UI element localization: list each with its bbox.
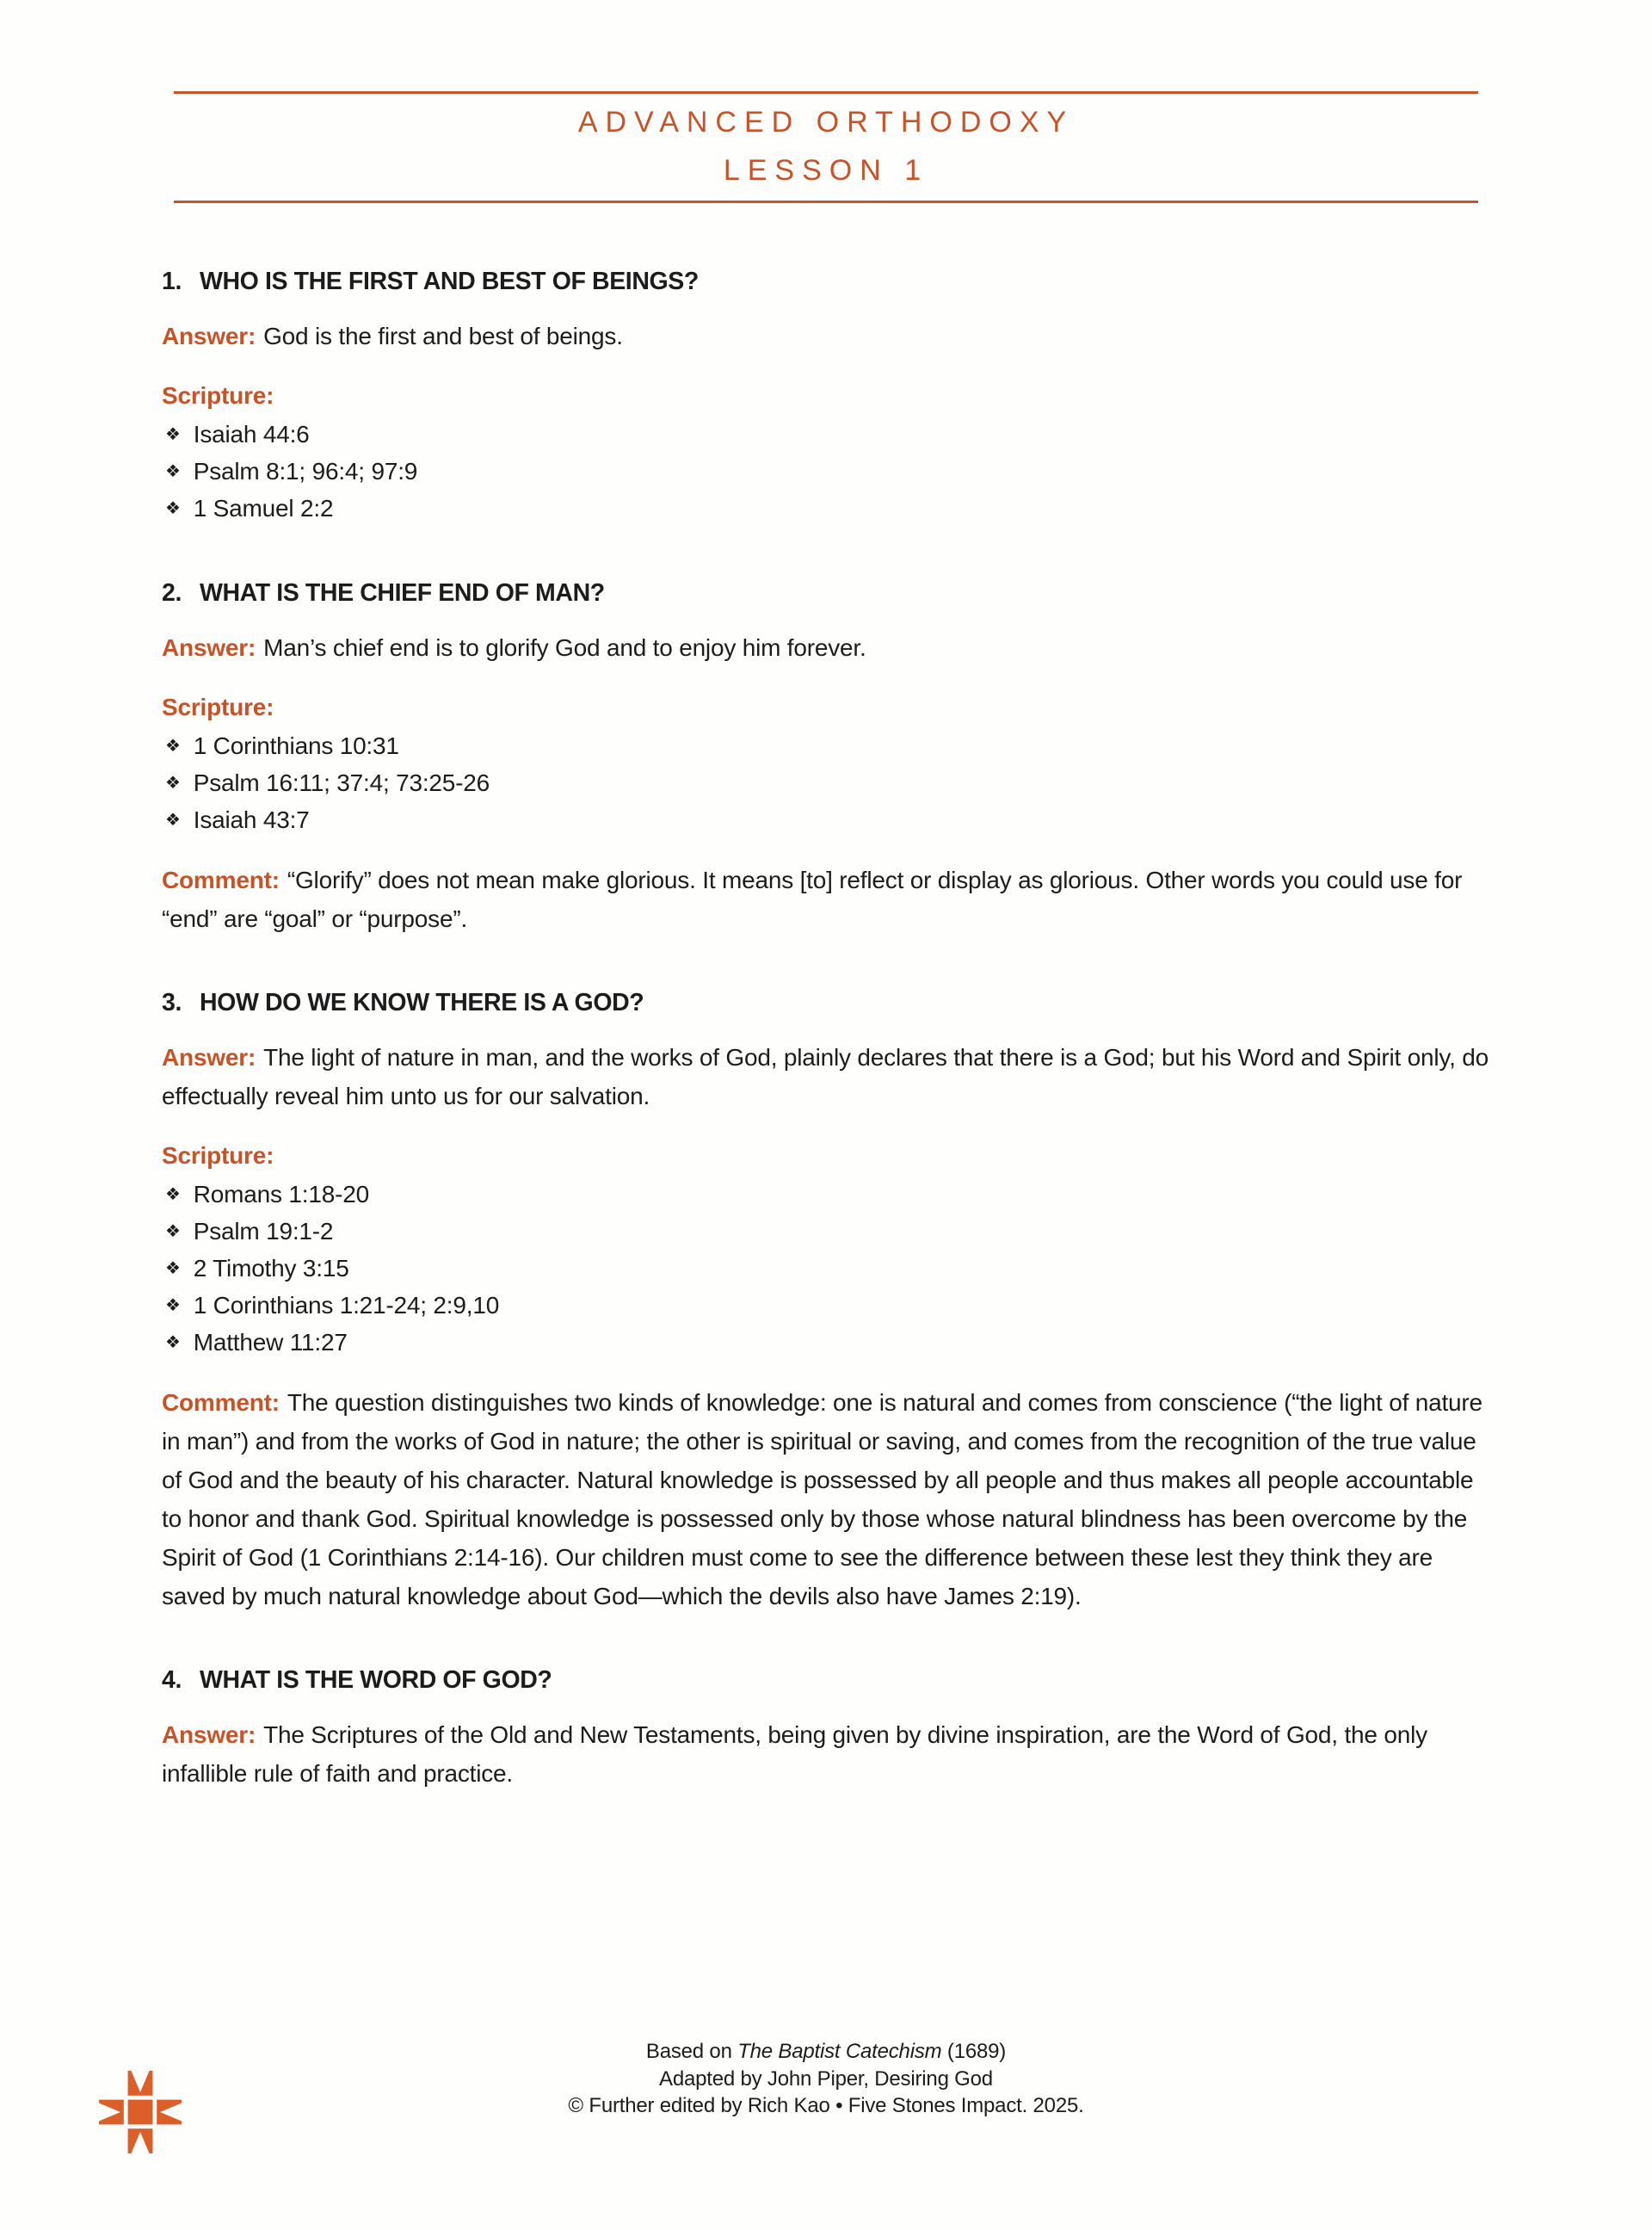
comment-label: Comment:	[162, 1389, 280, 1416]
logo-squares	[99, 2071, 182, 2153]
footer-adaptation-line: Adapted by John Piper, Desiring God	[659, 2066, 993, 2091]
question-heading	[162, 578, 1490, 608]
question-text: WHAT IS THE CHIEF END OF MAN?	[200, 579, 605, 607]
diamond-bullet-icon: ❖	[165, 1259, 181, 1278]
footer-book-title: The Baptist Catechism	[737, 2040, 942, 2063]
answer-label: Answer:	[162, 1044, 256, 1071]
scripture-reference: 1 Corinthians 10:31	[193, 732, 399, 759]
question-number: 1.	[162, 268, 182, 295]
scripture-item	[162, 1325, 1490, 1362]
question-block-4	[162, 1665, 1490, 1793]
footer-copyright-line: © Further edited by Rich Kao • Five Stones Impact. 2025.	[568, 2094, 1084, 2117]
lesson-subtitle: LESSON 1	[723, 154, 929, 187]
question-text: WHAT IS THE WORD OF GOD?	[200, 1666, 552, 1694]
scripture-item	[162, 491, 1490, 528]
comment-paragraph	[162, 861, 1490, 938]
question-number: 4.	[162, 1666, 182, 1694]
question-text: HOW DO WE KNOW THERE IS A GOD?	[200, 989, 644, 1016]
question-heading	[162, 267, 1490, 296]
scripture-item	[162, 729, 1490, 766]
question-text: WHO IS THE FIRST AND BEST OF BEINGS?	[200, 268, 699, 295]
scripture-item	[162, 1251, 1490, 1288]
diamond-bullet-icon: ❖	[165, 774, 181, 793]
question-number: 3.	[162, 989, 182, 1016]
diamond-bullet-icon: ❖	[165, 1333, 181, 1352]
answer-paragraph	[162, 1715, 1490, 1793]
diamond-bullet-icon: ❖	[165, 1222, 181, 1241]
scripture-item	[162, 454, 1490, 491]
footer-text: (1689)	[941, 2040, 1007, 2063]
answer-paragraph	[162, 317, 1490, 355]
diamond-bullet-icon: ❖	[165, 1296, 181, 1315]
scripture-item	[162, 1177, 1490, 1214]
header-rule-top	[174, 91, 1478, 94]
diamond-bullet-icon: ❖	[165, 499, 181, 518]
question-heading	[162, 988, 1490, 1017]
diamond-bullet-icon: ❖	[165, 811, 181, 830]
diamond-bullet-icon: ❖	[165, 425, 181, 444]
question-block-3	[162, 988, 1490, 1615]
answer-label: Answer:	[162, 323, 256, 349]
answer-label: Answer:	[162, 634, 256, 661]
scripture-item	[162, 417, 1490, 454]
scripture-reference: 1 Samuel 2:2	[193, 495, 334, 522]
answer-text: The Scriptures of the Old and New Testaments, being given by divine inspiration, are the Word of God, the only infallible rule of faith and practice.	[162, 1721, 1427, 1787]
answer-paragraph	[162, 628, 1490, 667]
footer-text: Based on	[645, 2040, 738, 2063]
scripture-reference: 1 Corinthians 1:21-24; 2:9,10	[193, 1292, 500, 1319]
scripture-label: Scripture:	[162, 382, 274, 409]
scripture-item	[162, 766, 1490, 803]
scripture-reference: Romans 1:18-20	[193, 1181, 369, 1208]
document-footer	[0, 2038, 1652, 2120]
answer-label: Answer:	[162, 1721, 256, 1748]
diamond-bullet-icon: ❖	[165, 462, 181, 481]
scripture-list	[162, 417, 1490, 528]
footer-attribution-line	[0, 2038, 1652, 2066]
five-stones-cross-logo-icon	[99, 2071, 182, 2153]
question-block-1	[162, 267, 1490, 528]
scripture-reference: Matthew 11:27	[193, 1329, 348, 1356]
diamond-bullet-icon: ❖	[165, 737, 181, 756]
answer-text: God is the first and best of beings.	[263, 323, 623, 349]
scripture-list	[162, 1177, 1490, 1362]
comment-label: Comment:	[162, 867, 280, 893]
scripture-reference: Psalm 8:1; 96:4; 97:9	[193, 458, 418, 485]
scripture-item	[162, 803, 1490, 840]
scripture-item	[162, 1214, 1490, 1251]
comment-paragraph	[162, 1383, 1490, 1615]
diamond-bullet-icon: ❖	[165, 1185, 181, 1204]
scripture-label: Scripture:	[162, 694, 274, 720]
answer-paragraph	[162, 1038, 1490, 1115]
answer-text: Man’s chief end is to glorify God and to enjoy him forever.	[263, 634, 866, 661]
scripture-reference: 2 Timothy 3:15	[193, 1255, 349, 1282]
scripture-reference: Psalm 16:11; 37:4; 73:25-26	[193, 769, 490, 796]
document-title: ADVANCED ORTHODOXY	[577, 106, 1075, 139]
scripture-item	[162, 1288, 1490, 1325]
scripture-reference: Isaiah 43:7	[193, 806, 310, 833]
comment-text: “Glorify” does not mean make glorious. It means [to] reflect or display as glorious. Other words you could use for “end” are “goal” or “purpose”.	[162, 867, 1463, 932]
answer-text: The light of nature in man, and the works of God, plainly declares that there is a God; but his Word and Spirit only, do effectually reveal him unto us for our salvation.	[162, 1044, 1489, 1109]
comment-text: The question distinguishes two kinds of knowledge: one is natural and comes from conscience (“the light of nature in man”) and from the works of God in nature; the other is spiritual or saving, and comes from the recognition of the true value of God and the beauty of his character. Natural knowledge is possessed by all people and thus makes all people accountable to honor and thank God. Spiritual knowledge is possessed only by those whose natural blindness has been overcome by the Spirit of God (1 Corinthians 2:14-16). Our children must come to see the difference between these lest they think they are saved by much natural knowledge about God—which the devils also have James 2:19).	[162, 1389, 1482, 1609]
lesson-content	[162, 203, 1490, 1793]
question-heading	[162, 1665, 1490, 1695]
question-block-2	[162, 578, 1490, 938]
document-header	[174, 91, 1478, 203]
scripture-list	[162, 729, 1490, 840]
scripture-reference: Isaiah 44:6	[193, 421, 310, 448]
question-number: 2.	[162, 579, 182, 607]
scripture-label: Scripture:	[162, 1142, 274, 1169]
scripture-reference: Psalm 19:1-2	[193, 1218, 334, 1245]
